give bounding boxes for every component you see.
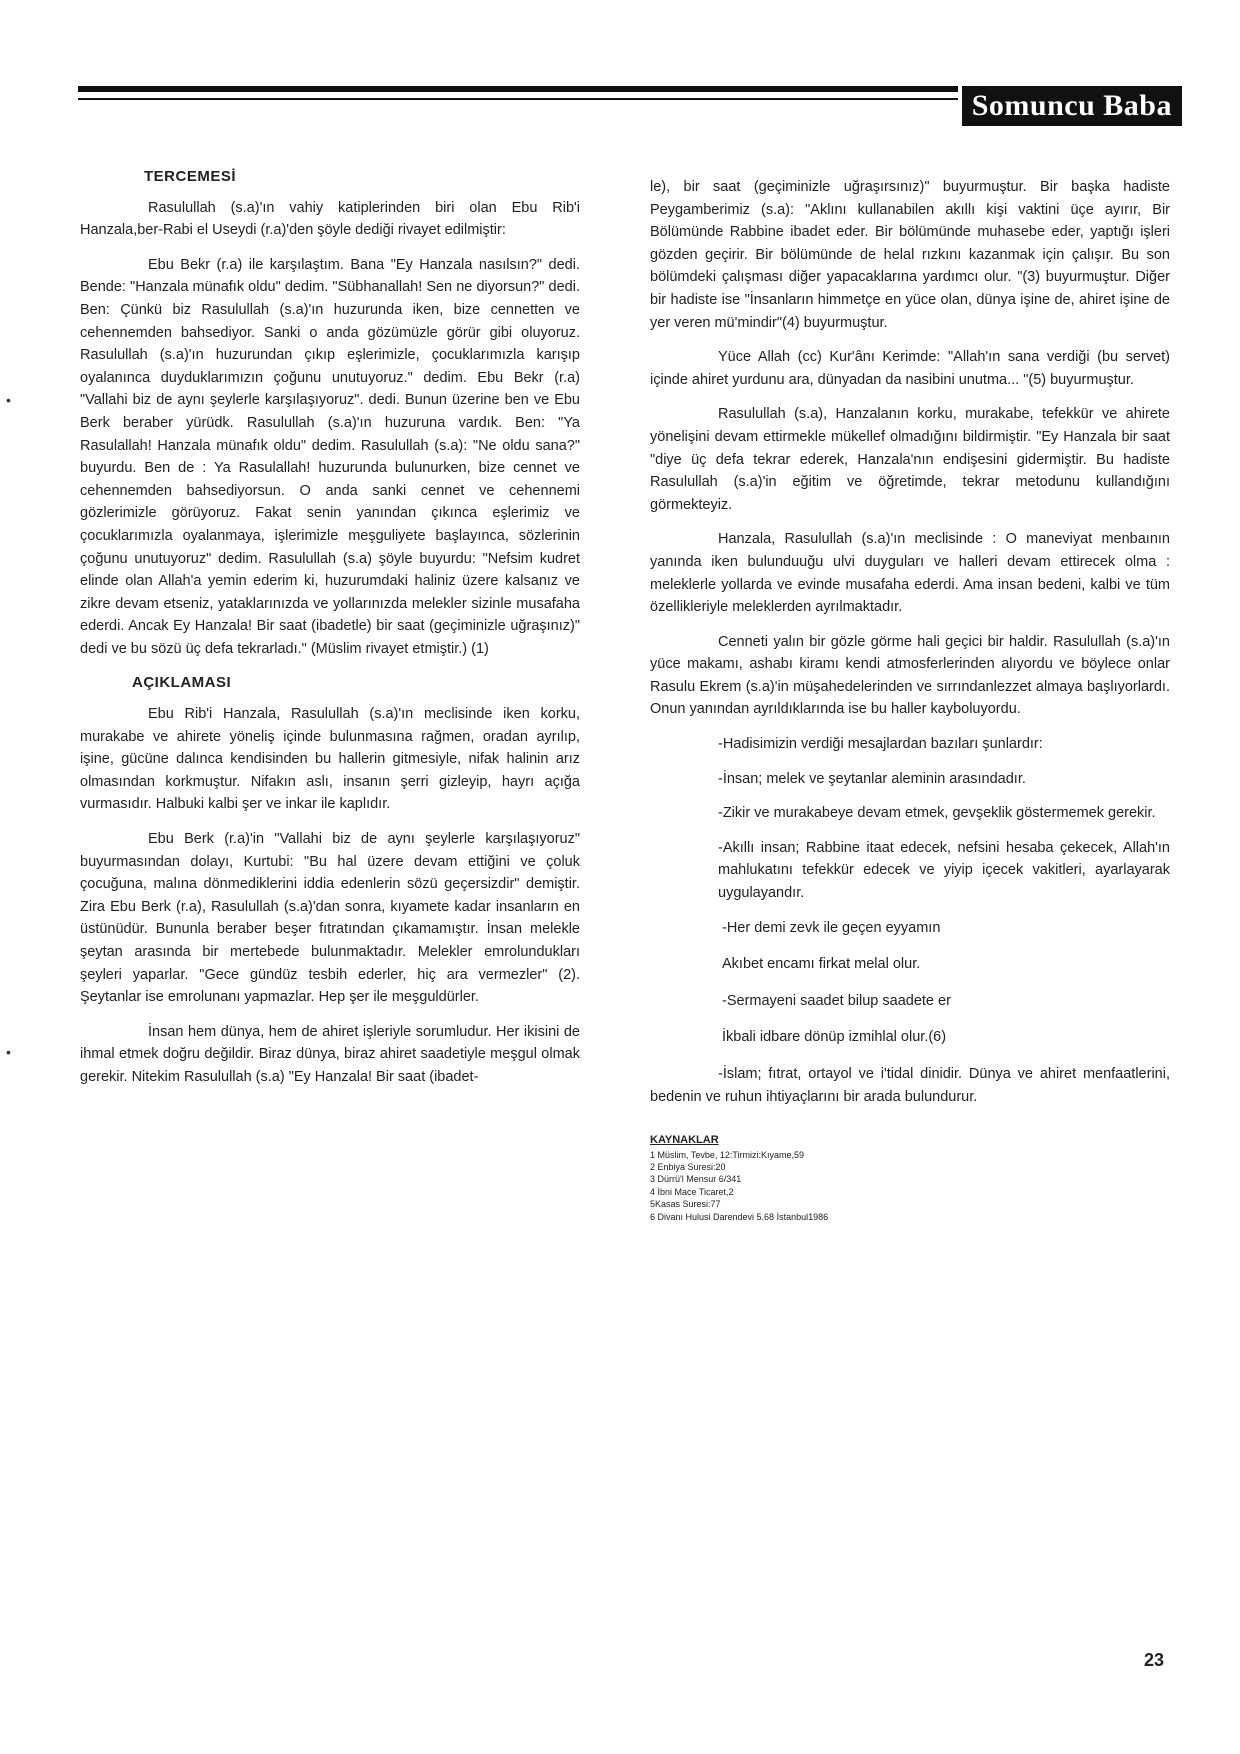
bullet-item: -Akıllı insan; Rabbine itaat edecek, nefsini hesaba çekecek, Allah'ın mahlukatını tefekkür edecek ve yiyip içecek vakitleri, ayarlayarak uygulayandır.	[718, 839, 1170, 902]
references	[650, 1134, 1170, 1223]
left-column	[80, 166, 580, 1101]
reference-item: 4 İbni Mace Ticaret,2	[650, 1186, 734, 1197]
right-column	[650, 176, 1170, 1223]
reference-item: 2 Enbiya Suresi:20	[650, 1162, 726, 1172]
page-number: 23	[1143, 1650, 1164, 1670]
header-rule-thin	[78, 98, 958, 100]
paragraph: Ebu Berk (r.a)'in "Vallahi biz de aynı şeylerle karşılaşıyoruz" buyurmasından dolayı, Kurtubi: "Bu hal üzere devam ettiğini ve çoluk çocuğuna, malına dönmediklerini iddia edenlerin sözü geçersizdir" demiştir. Zira Ebu Berk (r.a), Rasulullah (s.a)'dan sonra, kıyamete kadar insanların en üstünüdür. Bununla beraber beşer fıtratından çıkamamıştır. İnsan melekle şeytan arasında bir mertebede bulunmaktadır. Melekler emrolundukları şeyleri yaparlar. "Gece gündüz tesbih ederler, hiç ara vermezler" (2). Şeytanlar ise emrolunanı yapmazlar. Hep şer ile meşguldürler.	[80, 831, 580, 1006]
reference-item: 3 Dürrü'l Mensur 6/341	[650, 1174, 742, 1185]
references-title: KAYNAKLAR	[650, 1134, 719, 1147]
verse-line: Akıbet encamı firkat melal olur.	[722, 956, 921, 973]
margin-mark: •	[6, 392, 11, 408]
paragraph: Hanzala, Rasulullah (s.a)'ın meclisinde : O maneviyat menbaının yanında iken bulunduuğu ulvi duyguları ve halleri devam ettirecek olma : meleklerle yollarda ve evinde musafaha ederdi. Ama insan bedeni, kalbi ve tüm özellikleriyle meleklerden ayrılmaktadır.	[650, 531, 1170, 616]
paragraph: Ebu Rib'i Hanzala, Rasulullah (s.a)'ın meclisinde iken korku, murakabe ve ahirete yöneliş içinde bulunmasına rağmen, oradan ayrılıp, işine, gücüne dalınca kendisinden bu hallerin gitmesiyle, nifak halinin arız olmasından korkmuştur. Nifakın aslı, insanın şerri gizleyip, hayrı açığa vurmasıdır. Halbuki kalbi şer ve inkar ile kaplıdır.	[80, 706, 580, 813]
paragraph: Rasulullah (s.a), Hanzalanın korku, murakabe, tefekkür ve ahirete yönelişini devam ettirmekle mükellef olmadığını bildirmiştir. "Ey Hanzala bir saat "diye üç defa tekrar ederek, Hanzala'nın endişesini gidermiştir. Bu hadiste Rasulullah (s.a)'in eğitim ve öğretimde, tekrar metodunu kullandığını görmekteyiz.	[650, 406, 1170, 513]
reference-item: 5Kasas Suresi:77	[650, 1199, 721, 1210]
paragraph: İnsan hem dünya, hem de ahiret işleriyle sorumludur. Her ikisini de ihmal etmek doğru değildir. Biraz dünya, biraz ahiret saadetiyle meşgul olmak gerekir. Nitekim Rasulullah (s.a) "Ey Hanzala! Bir saat (ibadet-	[80, 1023, 580, 1085]
bullet-item: -Hadisimizin verdiği mesajlardan bazıları şunlardır:	[718, 736, 1043, 753]
paragraph: le), bir saat (geçiminizle uğraşırsınız)" buyurmuştur. Bir başka hadiste Peygamberimiz (s.a): "Aklını kullanabilen akıllı kişi vaktini üçe ayırır, Bir Bölümünde Rabbine ibadet eder. Bir bölümünde muhasebe eder, yaptığı işleri gözden geçirir. Bir bölümünde de helal rızkını kazanmak için çalışır. Bu son bölümdeki çalışması diğer yapacaklarına yardımcı olur. "(3) buyurmuştur. Diğer bir hadiste ise "İnsanların himmetçe en yüce olan, dünya işine de, ahiret işine de yer veren mü'mindir"(4) buyurmuştur.	[650, 179, 1170, 331]
verse-line: -Sermayeni saadet bilup saadete er	[722, 992, 951, 1009]
header-rule	[78, 86, 958, 92]
reference-item: 6 Divanı Hulusi Darendevi 5.68 İstanbul1986	[650, 1211, 829, 1222]
verse-line: -Her demi zevk ile geçen eyyamın	[722, 919, 941, 936]
paragraph: Yüce Allah (cc) Kur'ânı Kerimde: "Allah'ın sana verdiği (bu servet) içinde ahiret yurdunu ara, dünyadan da nasibini unutma... "(5) buyurmuştur.	[650, 349, 1170, 388]
margin-mark: •	[6, 1044, 11, 1060]
reference-item: 1 Müslim, Tevbe, 12:Tirmizi:Kıyame,59	[650, 1149, 805, 1160]
bullet-item: -Zikir ve murakabeye devam etmek, gevşeklik göstermemek gerekir.	[718, 805, 1156, 822]
paragraph: Cenneti yalın bir gözle görme hali geçici bir haldir. Rasulullah (s.a)'ın yüce makamı, ashabı kiramı kendi atmosferlerinden alıyordu ve böylece onlar Rasulu Ekrem (s.a)'in müşahedelerinden ve sırrındanlezzet almaya başlıyorlardı. Onun yanından ayrıldıklarında ise bu haller kayboluyordu.	[650, 633, 1170, 718]
closing-paragraph: -İslam; fıtrat, ortayol ve i'tidal dinidir. Dünya ve ahiret menfaatlerini, bedenin ve ruhun ihtiyaçlarını bir arada bulundurur.	[650, 1066, 1170, 1105]
bullet-item: -İnsan; melek ve şeytanlar aleminin arasındadır.	[718, 770, 1026, 787]
section-heading-translation: TERCEMESİ	[144, 168, 237, 185]
paragraph: Ebu Bekr (r.a) ile karşılaştım. Bana "Ey Hanzala nasılsın?" dedi. Bende: "Hanzala münafık oldu" dedim. "Sübhanallah! Sen ne diyorsun?" dedi. Ben: Çünkü biz Rasulullah (s.a)'ın huzurunda iken, bize cennetten ve cehennemden bahsediyor. Sanki o anda gözümüzle görür gibi oluyoruz. Rasulullah (s.a)'ın huzurundan çıkıp eşlerimizle, çocuklarımızla karışıp oyalanınca duyduklarımızın çoğunu unutuyoruz." dedim. Ebu Bekr (r.a) "Vallahi biz de aynı şeylerle karşılaşıyoruz". dedi. Bunun üzerine ben ve Ebu Berk beraber yürüdk. Rasulullah (s.a)'ın huzuruna vardık. Ben: "Ya Rasulallah! Hanzala münafık oldu" dedim. Rasulullah (s.a): "Ne oldu sana?" buyurdu. Ben de : Ya Rasulallah! huzurunda bulunurken, bize cennet ve cehennemden bahsediyorsun. O anda sanki cennet ve cehennemi gözlerimizle görüyoruz. Fakat senin yanından çıkınca eşlerimiz ve çocuklarımızla oyalanmaya, işlerimizle meşguliyete başlayınca, sözlerinin çoğunu unutuyoruz" dedim. Rasulullah (s.a) şöyle buyurdu: "Nefsim kudret elinde olan Allah'a yemin ederim ki, huzurumdaki haliniz üzere kalsanız ve zikre devam etseniz, yataklarınızda ve yollarınızda melekler sizinle musafaha ederdi. Ancak Ey Hanzala! Bir saat (ibadetle) bir saat (geçiminizle uğraşınız)" dedi ve bu sözü üç defa tekrarladı." (Müslim rivayet etmiştir.) (1)	[80, 256, 580, 657]
magazine-brand: Somuncu Baba	[962, 86, 1182, 126]
paragraph: Rasulullah (s.a)'ın vahiy katiplerinden biri olan Ebu Rib'i Hanzala,ber-Rabi el Useydi (r.a)'den şöyle dediği rivayet edilmiştir:	[80, 199, 580, 239]
verse-line: İkbali idbare dönüp izmihlal olur.(6)	[722, 1029, 947, 1046]
section-heading-explanation: AÇIKLAMASI	[132, 674, 232, 692]
